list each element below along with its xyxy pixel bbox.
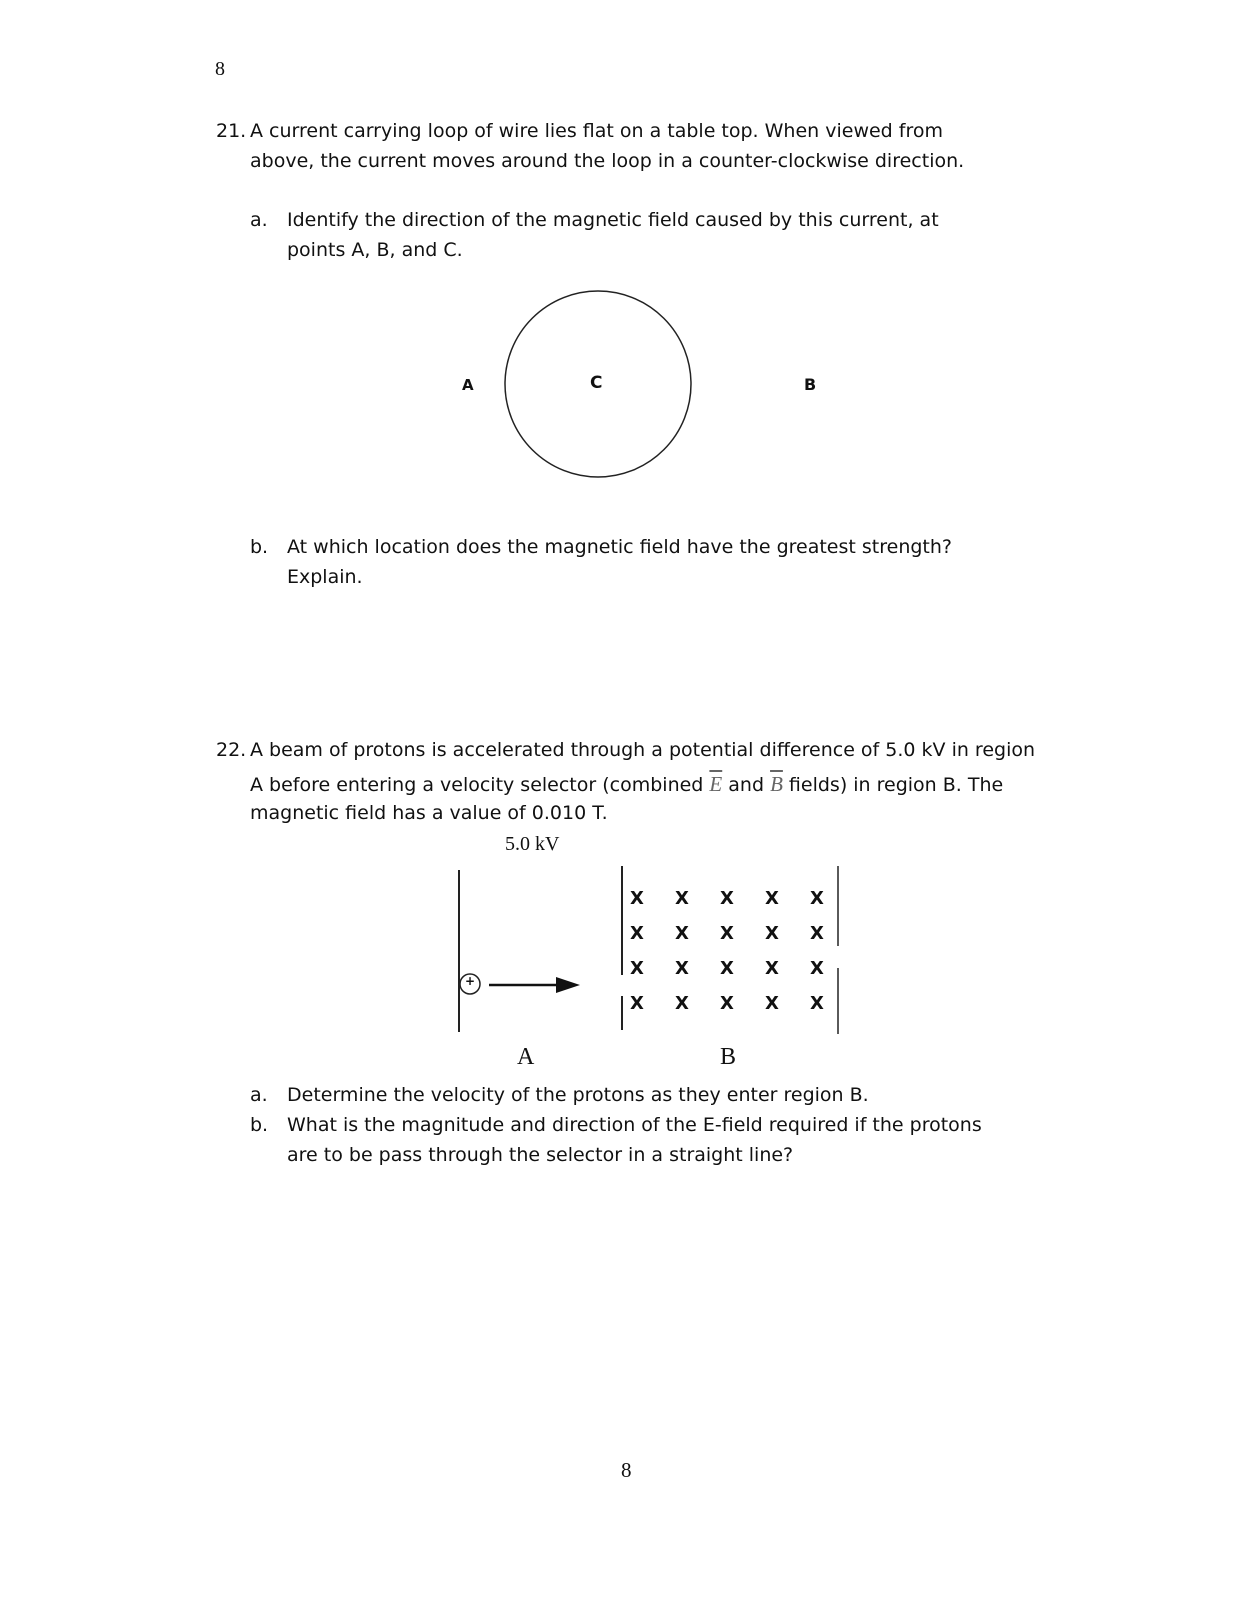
q21a-label: a.: [250, 209, 268, 231]
q22-number: 22.: [216, 739, 247, 761]
field-x-mark: X: [720, 993, 734, 1014]
field-x-mark: X: [765, 888, 779, 909]
q21b-line2: Explain.: [287, 566, 363, 588]
field-x-mark: X: [810, 993, 824, 1014]
q22b-line2: are to be pass through the selector in a straight line?: [287, 1144, 794, 1166]
field-x-mark: X: [675, 993, 689, 1014]
q22-text-line1: A beam of protons is accelerated through a potential difference of 5.0 kV in region: [250, 739, 1036, 761]
q22a-label: a.: [250, 1084, 268, 1106]
field-x-mark: X: [675, 923, 689, 944]
field-x-mark: X: [630, 923, 644, 944]
b-vector: $\overline{B}$: [770, 772, 783, 796]
e-vector: $\overline{E}$: [709, 772, 723, 796]
field-x-mark: X: [720, 958, 734, 979]
field-x-mark: X: [675, 958, 689, 979]
region-b-label: B: [720, 1044, 737, 1070]
field-x-mark: X: [720, 923, 734, 944]
region-a-label: A: [517, 1044, 535, 1070]
voltage-label: 5.0 kV: [505, 833, 560, 855]
q22-text-line2: [250, 769, 1003, 800]
q22-text-line3: magnetic field has a value of 0.010 T.: [250, 802, 608, 824]
q22a-line1: Determine the velocity of the protons as they enter region B.: [287, 1084, 869, 1106]
proton-symbol: +: [465, 974, 476, 988]
point-c-label: C: [590, 373, 603, 393]
field-x-mark: X: [810, 888, 824, 909]
field-x-mark: X: [765, 958, 779, 979]
field-x-mark: X: [810, 958, 824, 979]
field-x-mark: X: [675, 888, 689, 909]
header-page-number: 8: [215, 58, 225, 80]
field-x-mark: X: [630, 958, 644, 979]
q21b-line1: At which location does the magnetic field have the greatest strength?: [287, 536, 952, 558]
q21b-label: b.: [250, 536, 269, 558]
field-x-mark: X: [630, 888, 644, 909]
q22-line2-post: fields) in region B. The: [782, 774, 1004, 796]
field-x-mark: X: [765, 993, 779, 1014]
point-a-label: A: [462, 376, 474, 394]
field-x-mark: X: [810, 923, 824, 944]
field-x-mark: X: [630, 993, 644, 1014]
q21-text-line2: above, the current moves around the loop in a counter-clockwise direction.: [250, 150, 965, 172]
q21-number: 21.: [216, 120, 247, 142]
q22b-line1: What is the magnitude and direction of the E-field required if the protons: [287, 1114, 982, 1136]
q22b-label: b.: [250, 1114, 269, 1136]
arrow-head-icon: [556, 977, 580, 993]
q21a-line1: Identify the direction of the magnetic field caused by this current, at: [287, 209, 939, 231]
q21a-line2: points A, B, and C.: [287, 239, 463, 261]
field-x-mark: X: [765, 923, 779, 944]
q22-line2-and: and: [722, 774, 771, 796]
footer-page-number: 8: [621, 1458, 632, 1482]
point-b-label: B: [804, 375, 817, 394]
q22-line2-pre: A before entering a velocity selector (combined: [250, 774, 710, 796]
q21-text-line1: A current carrying loop of wire lies flat on a table top. When viewed from: [250, 120, 943, 142]
field-x-mark: X: [720, 888, 734, 909]
